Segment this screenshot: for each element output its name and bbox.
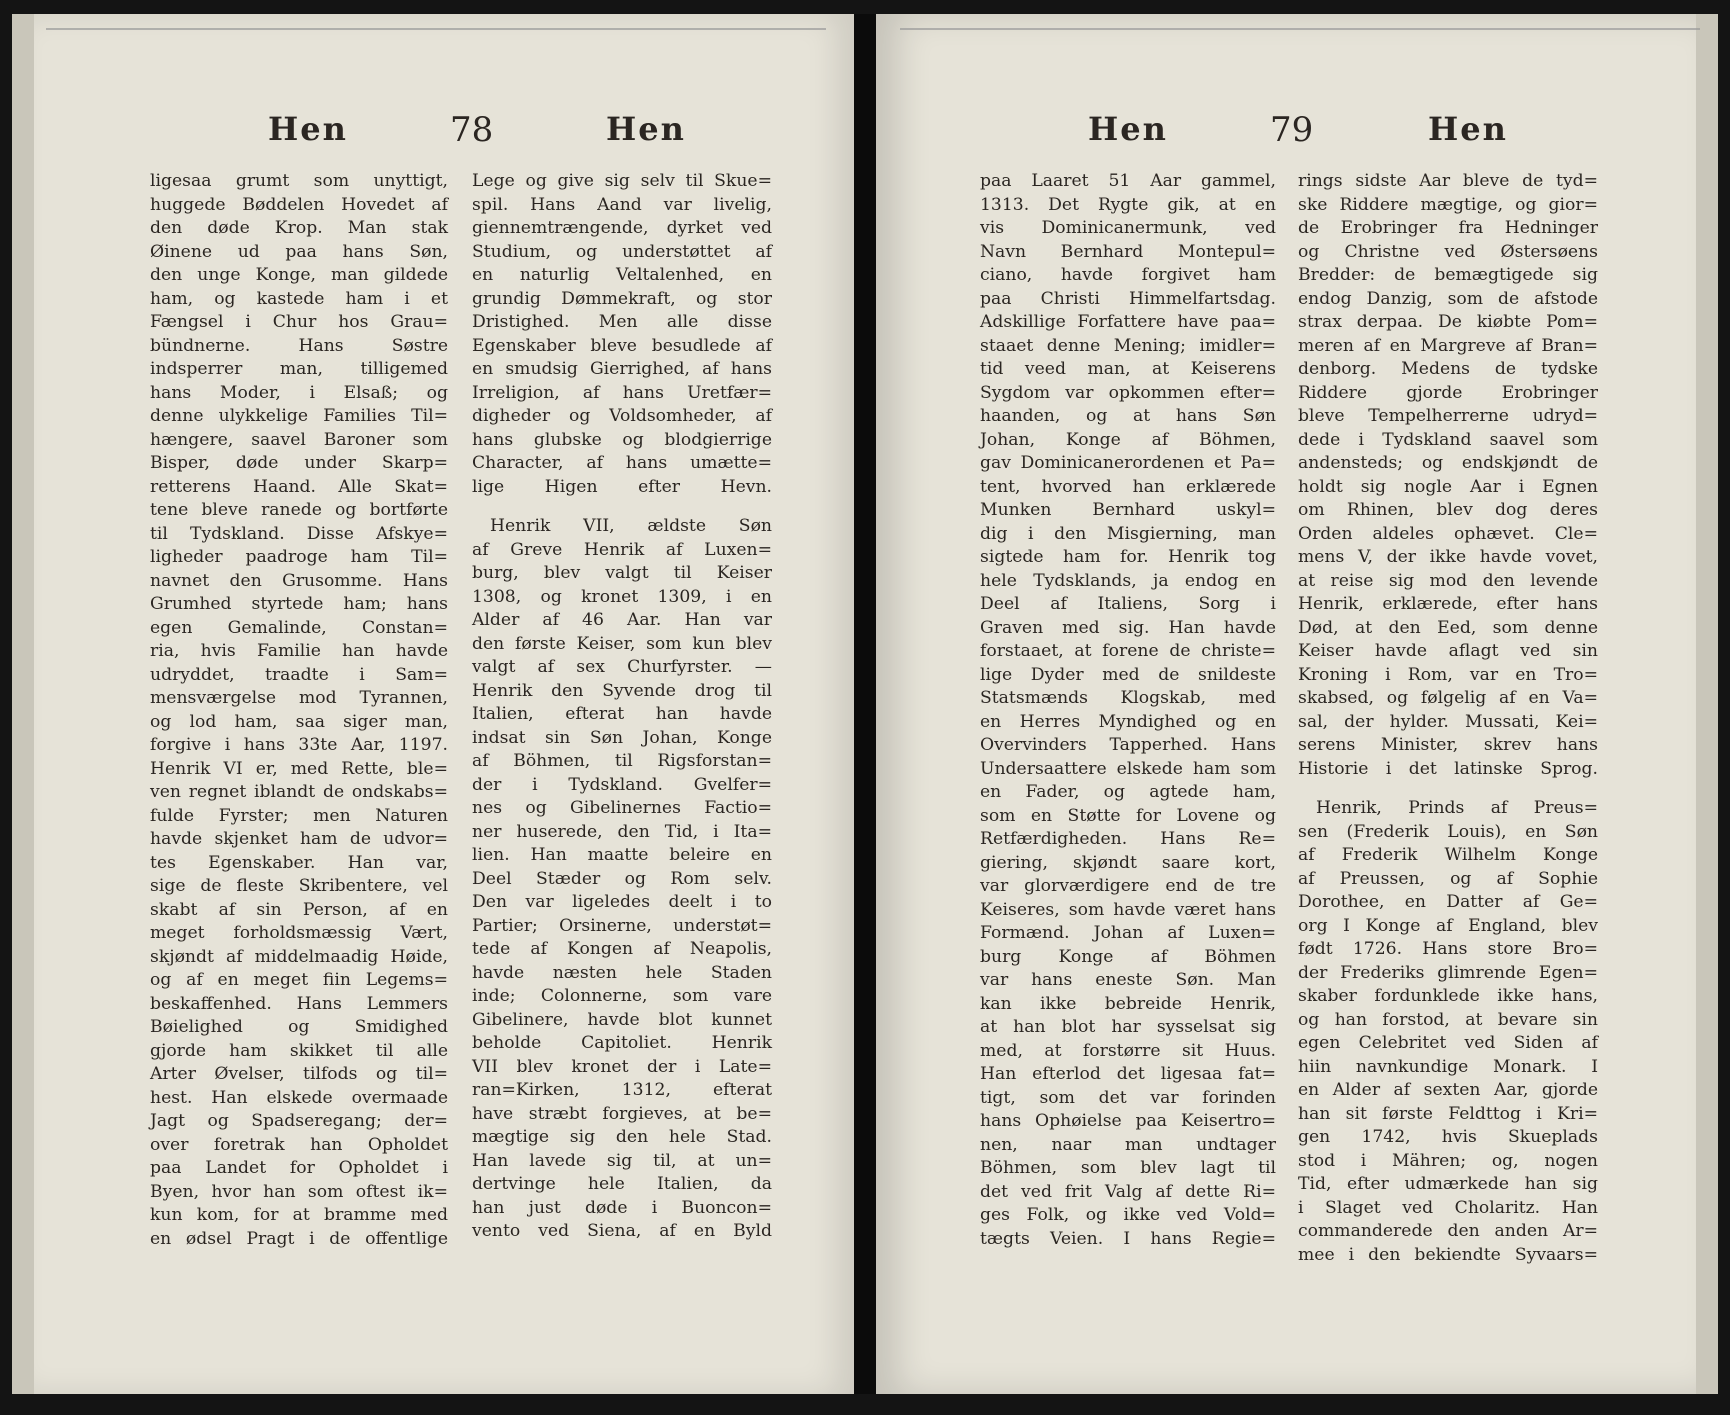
text-line: serens Minister, skrev hans (1298, 735, 1598, 755)
paragraph-gap (1298, 781, 1598, 797)
text-line: tægts Veien. I hans Regie= (980, 1228, 1276, 1249)
text-line: hængere, saavel Baroner som (150, 429, 448, 450)
text-line: sen (Frederik Louis), en Søn (1298, 821, 1598, 842)
text-line: Deel Stæder og Rom selv. (472, 868, 772, 889)
text-line: de Erobringer fra Hedninger (1298, 218, 1598, 238)
text-line: skjøndt af middelmaadig Høide, (150, 946, 448, 967)
text-line: Gibelinere, havde blot kunnet (472, 1009, 772, 1030)
text-line: andensteds; og endskjøndt de (1298, 453, 1598, 473)
text-line: af Frederik Wilhelm Konge (1298, 845, 1598, 865)
text-line: Tid, efter udmærkede han sig (1298, 1174, 1598, 1194)
text-line: ven regnet iblandt de ondskabs= (150, 782, 448, 802)
text-line: sigtede ham for. Henrik tog (980, 547, 1276, 567)
text-line: hans Ophøielse paa Keisertro= (980, 1111, 1276, 1131)
text-line: Adskillige Forfattere have paa= (980, 312, 1276, 332)
text-line: 1313. Det Rygte gik, at en (980, 194, 1276, 215)
text-line: Død, at den Eed, som denne (1298, 617, 1598, 638)
text-line: paa Christi Himmelfartsdag. (980, 288, 1276, 309)
text-line: skabt af sin Person, af en (150, 899, 448, 920)
left-page-column-2 (472, 170, 772, 1244)
text-line: paa Laaret 51 Aar gammel, (980, 171, 1276, 191)
text-line: giennemtrængende, dyrket ved (472, 218, 772, 238)
text-line: ner huserede, den Tid, i Ita= (472, 821, 772, 842)
text-line: af Greve Henrik af Luxen= (472, 539, 772, 560)
text-line: commanderede den anden Ar= (1298, 1221, 1598, 1241)
text-line: dig i den Misgierning, man (980, 523, 1276, 544)
text-line: Jagt og Spadseregang; der= (150, 1111, 448, 1131)
text-line: navnet den Grusomme. Hans (150, 570, 448, 591)
text-line: af Böhmen, til Rigsforstan= (472, 751, 772, 771)
text-line: lien. Han maatte beleire en (472, 845, 772, 865)
text-line: ligheder paadroge ham Til= (150, 547, 448, 567)
text-line: ham, og kastede ham i et (150, 288, 448, 309)
text-line: hest. Han elskede overmaade (150, 1087, 448, 1108)
text-line: og Christne ved Østersøens (1298, 241, 1598, 262)
text-line: Bøielighed og Smidighed (150, 1017, 448, 1037)
text-line: og af en meget fiin Legems= (150, 970, 448, 990)
text-line: en naturlig Veltalenhed, en (472, 265, 772, 285)
text-line: tigt, som det var forinden (980, 1087, 1276, 1108)
text-line: Munken Bernhard uskyl= (980, 500, 1276, 520)
text-line: mens V, der ikke havde vovet, (1298, 547, 1598, 567)
text-line: beholde Capitoliet. Henrik (472, 1033, 772, 1053)
text-line: rings sidste Aar bleve de tyd= (1298, 171, 1598, 191)
text-line: havde skjenket ham de udvor= (150, 829, 448, 849)
text-line: Graven med sig. Han havde (980, 617, 1276, 638)
text-line: denne ulykkelige Families Til= (150, 406, 448, 426)
text-line: tes Egenskaber. Han var, (150, 852, 448, 873)
right-page-column-2 (1298, 170, 1598, 1267)
text-line: Henrik, Prinds af Preus= (1316, 798, 1598, 818)
text-line: bündnerne. Hans Søstre (150, 335, 448, 356)
text-line: tede af Kongen af Neapolis, (472, 939, 772, 959)
text-line: VII blev kronet der i Late= (472, 1056, 772, 1077)
text-line: dertvinge hele Italien, da (472, 1174, 772, 1194)
text-line: stod i Mähren; og, nogen (1298, 1150, 1598, 1171)
text-line: Undersaattere elskede ham som (980, 758, 1276, 779)
text-line: Partier; Orsinerne, understøt= (472, 915, 772, 936)
text-line: Retfærdigheden. Hans Re= (980, 829, 1276, 849)
text-line: der i Tydskland. Gvelfer= (472, 774, 772, 795)
text-line: digheder og Voldsomheder, af (472, 406, 772, 426)
text-line: en ødsel Pragt i de offentlige (150, 1228, 448, 1249)
text-line: Navn Bernhard Montepul= (980, 241, 1276, 262)
text-line: indsat sin Søn Johan, Konge (472, 727, 772, 748)
text-line: gjorde ham skikket til alle (150, 1040, 448, 1061)
right-page-number: 79 (1270, 110, 1314, 150)
text-line: ges Folk, og ikke ved Vold= (980, 1205, 1276, 1225)
right-page-column-1 (980, 170, 1276, 1251)
text-line: ran=Kirken, 1312, efterat (472, 1080, 772, 1100)
text-line: forgive i hans 33te Aar, 1197. (150, 735, 448, 755)
text-line: Egenskaber bleve besudlede af (472, 335, 772, 356)
text-line: over foretrak han Opholdet (150, 1134, 448, 1155)
text-line: Johan, Konge af Böhmen, (980, 429, 1276, 450)
text-line: indsperrer man, tilligemed (150, 359, 448, 379)
text-line: bleve Tempelherrerne udryd= (1298, 406, 1598, 426)
text-line: at reise sig mod den levende (1298, 570, 1598, 591)
text-line: født 1726. Hans store Bro= (1298, 939, 1598, 959)
text-line: have stræbt forgieves, at be= (472, 1103, 772, 1124)
text-line: meget forholdsmæssig Vært, (150, 923, 448, 943)
text-line: org I Konge af England, blev (1298, 915, 1598, 936)
text-line: Han lavede sig til, at un= (472, 1150, 772, 1171)
text-line: strax derpaa. De kiøbte Pom= (1298, 312, 1598, 332)
text-line: grundig Dømmekraft, og stor (472, 288, 772, 309)
text-line: var hans eneste Søn. Man (980, 970, 1276, 990)
text-line: en smudsig Gierrighed, af hans (472, 359, 772, 379)
text-line: inde; Colonnerne, som vare (472, 986, 772, 1006)
text-line: denborg. Medens de tydske (1298, 359, 1598, 379)
left-page-column-1 (150, 170, 448, 1251)
text-line: meren af en Margreve af Bran= (1298, 335, 1598, 356)
text-line: lige Higen efter Hevn. (472, 476, 772, 497)
text-line: tid veed man, at Keiserens (980, 359, 1276, 379)
text-line: ligesaa grumt som unyttigt, (150, 171, 448, 191)
text-line: egen Celebritet ved Siden af (1298, 1033, 1598, 1053)
text-line: Bredder: de bemægtigede sig (1298, 265, 1598, 285)
text-line: burg, blev valgt til Keiser (472, 563, 772, 583)
text-line: fulde Fyrster; men Naturen (150, 805, 448, 826)
text-line: Arter Øvelser, tilfods og til= (150, 1064, 448, 1084)
text-line: holdt sig nogle Aar i Egnen (1298, 476, 1598, 497)
text-line: havde næsten hele Staden (472, 962, 772, 983)
text-line: sige de fleste Skribentere, vel (150, 876, 448, 896)
text-line: i Slaget ved Cholaritz. Han (1298, 1197, 1598, 1218)
text-line: Formænd. Johan af Luxen= (980, 923, 1276, 943)
text-line: Han efterlod det ligesaa fat= (980, 1064, 1276, 1084)
text-line: vento ved Siena, af en Byld (472, 1221, 772, 1241)
text-line: tene bleve ranede og bortførte (150, 500, 448, 520)
text-line: gav Dominicanerordenen et Pa= (980, 453, 1276, 473)
text-line: det ved frit Valg af dette Ri= (980, 1181, 1276, 1202)
text-line: en Fader, og agtede ham, (980, 782, 1276, 802)
text-line: beskaffenhed. Hans Lemmers (150, 993, 448, 1014)
text-line: ske Riddere mægtige, og gior= (1298, 194, 1598, 215)
text-line: paa Landet for Opholdet i (150, 1158, 448, 1178)
text-line: der Frederiks glimrende Egen= (1298, 962, 1598, 983)
text-line: og han forstod, at bevare sin (1298, 1009, 1598, 1030)
text-line: vis Dominicanermunk, ved (980, 218, 1276, 238)
text-line: mee i den bekiendte Syvaars= (1298, 1244, 1598, 1265)
text-line: med, at forstørre sit Huus. (980, 1040, 1276, 1061)
text-line: staaet denne Mening; imidler= (980, 335, 1276, 356)
text-line: den døde Krop. Man stak (150, 218, 448, 238)
text-line: Øinene ud paa hans Søn, (150, 241, 448, 262)
paragraph-gap (472, 499, 772, 515)
text-line: udryddet, traadte i Sam= (150, 664, 448, 685)
text-line: Overvinders Tapperhed. Hans (980, 735, 1276, 755)
text-line: var glorværdigere end de tre (980, 876, 1276, 896)
text-line: ciano, havde forgivet ham (980, 265, 1276, 285)
text-line: egen Gemalinde, Constan= (150, 617, 448, 638)
text-line: valgt af sex Churfyrster. — (472, 657, 772, 677)
book-gutter (854, 14, 876, 1394)
text-line: Deel af Italiens, Sorg i (980, 594, 1276, 614)
text-line: til Tydskland. Disse Afskye= (150, 523, 448, 544)
text-line: Studium, og understøttet af (472, 241, 772, 262)
text-line: Sygdom var opkommen efter= (980, 382, 1276, 403)
text-line: som en Støtte for Lovene og (980, 805, 1276, 826)
text-line: Henrik VII, ældste Søn (490, 516, 772, 536)
text-line: og lod ham, saa siger man, (150, 711, 448, 732)
text-line: huggede Bøddelen Hovedet af (150, 194, 448, 215)
text-line: Italien, efterat han havde (472, 704, 772, 724)
text-line: en Alder af sexten Aar, gjorde (1298, 1080, 1598, 1100)
text-line: ria, hvis Familie han havde (150, 641, 448, 661)
text-line: Grumhed styrtede ham; hans (150, 594, 448, 614)
text-line: den unge Konge, man gildede (150, 265, 448, 285)
left-header-catchword-right: Hen (606, 110, 686, 148)
text-line: retterens Haand. Alle Skat= (150, 476, 448, 497)
text-line: endog Danzig, som de afstode (1298, 288, 1598, 309)
text-line: Irreligion, af hans Uretfær= (472, 382, 772, 403)
text-line: Fængsel i Chur hos Grau= (150, 312, 448, 332)
text-line: Alder af 46 Aar. Han var (472, 610, 772, 630)
text-line: Orden aldeles ophævet. Cle= (1298, 523, 1598, 544)
text-line: Kroning i Rom, var en Tro= (1298, 664, 1598, 685)
text-line: Historie i det latinske Sprog. (1298, 758, 1598, 779)
left-header-catchword-left: Hen (268, 110, 348, 148)
text-line: spil. Hans Aand var livelig, (472, 194, 772, 215)
text-line: tent, hvorved han erklærede (980, 476, 1276, 497)
text-line: sal, der hylder. Mussati, Kei= (1298, 711, 1598, 732)
text-line: af Preussen, og af Sophie (1298, 868, 1598, 889)
right-header-catchword-right: Hen (1428, 110, 1508, 148)
text-line: lige Dyder med de snildeste (980, 664, 1276, 685)
left-page-edge-line (46, 28, 826, 30)
text-line: Lege og give sig selv til Skue= (472, 171, 772, 191)
text-line: burg Konge af Böhmen (980, 946, 1276, 967)
text-line: haanden, og at hans Søn (980, 406, 1276, 426)
text-line: hele Tydsklands, ja endog en (980, 570, 1276, 591)
text-line: kun kom, for at bramme med (150, 1205, 448, 1225)
text-line: Henrik den Syvende drog til (472, 680, 772, 701)
text-line: Statsmænds Klogskab, med (980, 688, 1276, 708)
text-line: 1308, og kronet 1309, i en (472, 586, 772, 607)
text-line: Keiser havde aflagt ved sin (1298, 641, 1598, 661)
text-line: Böhmen, som blev lagt til (980, 1158, 1276, 1178)
text-line: Den var ligeledes deelt i to (472, 892, 772, 912)
text-line: Byen, hvor han som oftest ik= (150, 1181, 448, 1202)
text-line: om Rhinen, blev dog deres (1298, 500, 1598, 520)
text-line: Dristighed. Men alle disse (472, 312, 772, 332)
text-line: mensværgelse mod Tyrannen, (150, 688, 448, 708)
text-line: nes og Gibelinernes Factio= (472, 798, 772, 818)
text-line: nen, naar man undtager (980, 1134, 1276, 1155)
text-line: Keiseres, som havde været hans (980, 899, 1276, 920)
text-line: hiin navnkundige Monark. I (1298, 1056, 1598, 1077)
text-line: en Herres Myndighed og en (980, 711, 1276, 732)
text-line: hans Moder, i Elsaß; og (150, 382, 448, 403)
text-line: mægtige sig den hele Stad. (472, 1127, 772, 1147)
text-line: giering, skjøndt saare kort, (980, 852, 1276, 873)
text-line: skabsed, og følgelig af en Va= (1298, 688, 1598, 708)
text-line: forstaaet, at forene de christe= (980, 641, 1276, 661)
right-header-catchword-left: Hen (1088, 110, 1168, 148)
text-line: at han blot har sysselsat sig (980, 1017, 1276, 1037)
text-line: han just døde i Buoncon= (472, 1197, 772, 1218)
right-page-edge-line (900, 28, 1700, 30)
text-line: Bisper, døde under Skarp= (150, 453, 448, 473)
text-line: dede i Tydskland saavel som (1298, 429, 1598, 450)
text-line: hans glubske og blodgierrige (472, 429, 772, 450)
text-line: han sit første Feldttog i Kri= (1298, 1103, 1598, 1124)
left-page-number: 78 (450, 110, 494, 150)
text-line: Character, af hans umætte= (472, 453, 772, 473)
text-line: Dorothee, en Datter af Ge= (1298, 892, 1598, 912)
text-line: skaber fordunklede ikke hans, (1298, 986, 1598, 1006)
text-line: Henrik VI er, med Rette, ble= (150, 758, 448, 779)
text-line: kan ikke bebreide Henrik, (980, 993, 1276, 1014)
text-line: Riddere gjorde Erobringer (1298, 382, 1598, 403)
text-line: den første Keiser, som kun blev (472, 633, 772, 654)
text-line: Henrik, erklærede, efter hans (1298, 594, 1598, 614)
text-line: gen 1742, hvis Skueplads (1298, 1127, 1598, 1147)
